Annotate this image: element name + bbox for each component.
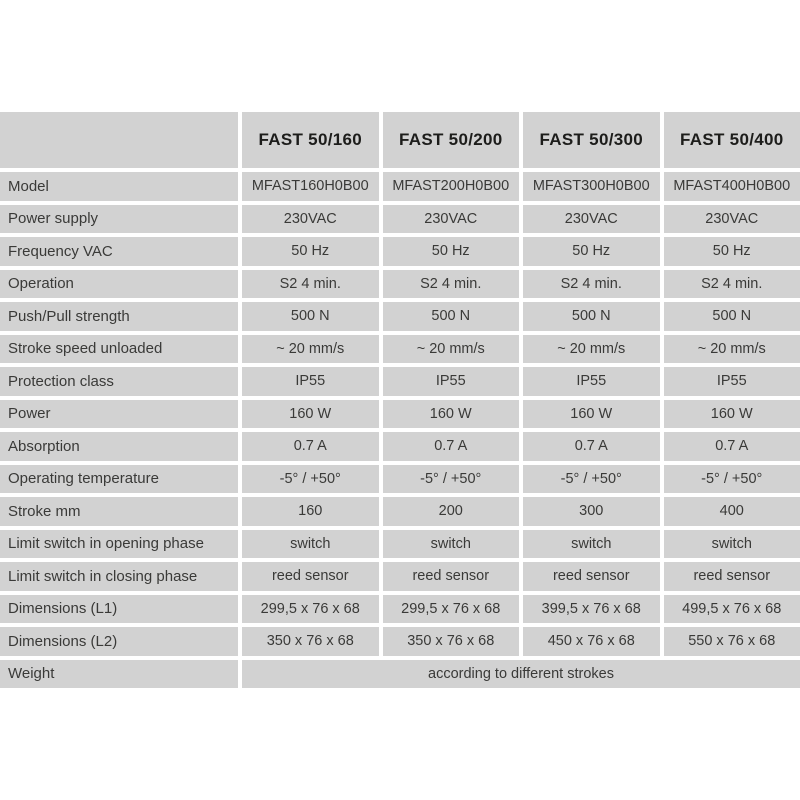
spec-value-cell: S2 4 min. <box>664 270 800 299</box>
spec-value-cell: IP55 <box>242 367 379 396</box>
spec-value-cell: 0.7 A <box>242 432 379 461</box>
spec-value-cell: IP55 <box>523 367 660 396</box>
spec-value-cell: 230VAC <box>523 205 660 234</box>
spec-value-cell: MFAST300H0B00 <box>523 172 660 201</box>
row-label: Push/Pull strength <box>0 302 238 331</box>
spec-value-cell: 230VAC <box>242 205 379 234</box>
spec-value-cell: ~ 20 mm/s <box>523 335 660 364</box>
spec-value-cell: 160 W <box>664 400 800 429</box>
spec-value-cell: S2 4 min. <box>383 270 520 299</box>
spec-value-cell: 0.7 A <box>664 432 800 461</box>
column-header: FAST 50/300 <box>523 112 660 168</box>
spec-value-cell: 50 Hz <box>242 237 379 266</box>
spec-value-cell: reed sensor <box>523 562 660 591</box>
span-value-cell: according to different strokes <box>242 660 800 689</box>
spec-value-cell: ~ 20 mm/s <box>664 335 800 364</box>
spec-value-cell: -5° / +50° <box>242 465 379 494</box>
spec-value-cell: reed sensor <box>664 562 800 591</box>
spec-value-cell: 299,5 x 76 x 68 <box>242 595 379 624</box>
spec-value-cell: 450 x 76 x 68 <box>523 627 660 656</box>
row-label: Protection class <box>0 367 238 396</box>
spec-value-cell: 160 <box>242 497 379 526</box>
row-label: Absorption <box>0 432 238 461</box>
spec-value-cell: 299,5 x 76 x 68 <box>383 595 520 624</box>
spec-value-cell: MFAST200H0B00 <box>383 172 520 201</box>
spec-value-cell: switch <box>523 530 660 559</box>
spec-value-cell: IP55 <box>664 367 800 396</box>
row-label: Power supply <box>0 205 238 234</box>
spec-value-cell: 50 Hz <box>523 237 660 266</box>
spec-value-cell: S2 4 min. <box>242 270 379 299</box>
spec-value-cell: 499,5 x 76 x 68 <box>664 595 800 624</box>
spec-value-cell: 160 W <box>242 400 379 429</box>
spec-value-cell: 300 <box>523 497 660 526</box>
spec-value-cell: -5° / +50° <box>523 465 660 494</box>
spec-value-cell: 0.7 A <box>523 432 660 461</box>
row-label: Model <box>0 172 238 201</box>
spec-value-cell: 400 <box>664 497 800 526</box>
spec-value-cell: 399,5 x 76 x 68 <box>523 595 660 624</box>
row-label: Power <box>0 400 238 429</box>
spec-value-cell: -5° / +50° <box>664 465 800 494</box>
row-label: Frequency VAC <box>0 237 238 266</box>
spec-value-cell: ~ 20 mm/s <box>383 335 520 364</box>
spec-value-cell: switch <box>242 530 379 559</box>
spec-value-cell: 160 W <box>523 400 660 429</box>
row-label: Weight <box>0 660 238 689</box>
column-header: FAST 50/400 <box>664 112 800 168</box>
spec-value-cell: 500 N <box>664 302 800 331</box>
spec-table <box>0 112 800 688</box>
row-label: Limit switch in closing phase <box>0 562 238 591</box>
corner-cell <box>0 112 238 168</box>
column-header: FAST 50/160 <box>242 112 379 168</box>
spec-value-cell: 500 N <box>242 302 379 331</box>
spec-value-cell: 200 <box>383 497 520 526</box>
spec-value-cell: 230VAC <box>664 205 800 234</box>
spec-value-cell: 500 N <box>523 302 660 331</box>
spec-value-cell: 0.7 A <box>383 432 520 461</box>
spec-value-cell: 230VAC <box>383 205 520 234</box>
row-label: Limit switch in opening phase <box>0 530 238 559</box>
spec-value-cell: MFAST160H0B00 <box>242 172 379 201</box>
spec-value-cell: 50 Hz <box>383 237 520 266</box>
spec-value-cell: -5° / +50° <box>383 465 520 494</box>
spec-value-cell: MFAST400H0B00 <box>664 172 800 201</box>
spec-value-cell: ~ 20 mm/s <box>242 335 379 364</box>
spec-value-cell: 160 W <box>383 400 520 429</box>
spec-value-cell: 550 x 76 x 68 <box>664 627 800 656</box>
spec-value-cell: reed sensor <box>383 562 520 591</box>
row-label: Dimensions (L1) <box>0 595 238 624</box>
row-label: Operation <box>0 270 238 299</box>
spec-value-cell: switch <box>664 530 800 559</box>
spec-value-cell: 350 x 76 x 68 <box>383 627 520 656</box>
spec-value-cell: reed sensor <box>242 562 379 591</box>
row-label: Dimensions (L2) <box>0 627 238 656</box>
row-label: Stroke speed unloaded <box>0 335 238 364</box>
spec-value-cell: IP55 <box>383 367 520 396</box>
spec-value-cell: 50 Hz <box>664 237 800 266</box>
spec-value-cell: S2 4 min. <box>523 270 660 299</box>
spec-value-cell: 500 N <box>383 302 520 331</box>
spec-value-cell: switch <box>383 530 520 559</box>
row-label: Stroke mm <box>0 497 238 526</box>
row-label: Operating temperature <box>0 465 238 494</box>
spec-value-cell: 350 x 76 x 68 <box>242 627 379 656</box>
column-header: FAST 50/200 <box>383 112 520 168</box>
